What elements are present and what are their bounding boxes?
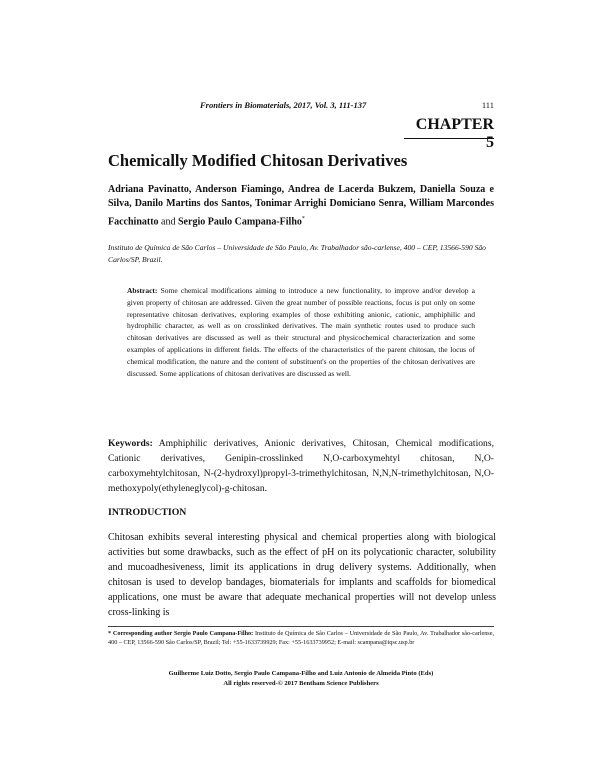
abstract-text: Some chemical modifications aiming to introduce a new functionality, to improve and/or develop a given property of chitosan are addressed. Given the great number of possible reactions, focus is put only on some representative chitosan derivatives, exploring examples of those exhibiting anionic, cationic, amphiphilic and hydrophilic character, as well as on crosslinked derivatives. The main synthetic routes used to produce such chitosan derivatives are discussed as well as their structural and physicochemical characterization and some examples of applications in different fields. The effects of the characteristics of the parent chitosan, the locus of chemical modification, the nature and the content of substituent's on the properties of the chitosan derivatives are discussed. Some applications of chitosan derivatives are discussed as well.	[127, 286, 475, 378]
footnote-text: Instituto de Química de São Carlos – Universidade de São Paulo, Av. Trabalhador são-carlense, 400 – CEP, 13566-590 São Carlos/SP, Brazil; Tel: +55-1633739929; Fax: +55-1633739952; E-mail: scampana@iqsc.usp.br	[108, 630, 495, 647]
authors-main: Adriana Pavinatto, Anderson Fiamingo, Andrea de Lacerda Bukzem, Daniella Souza e Silva, Danilo Martins dos Santos, Tonimar Arrighi Domiciano Senra, William Marcondes Facchinatto	[108, 184, 494, 227]
chapter-label: CHAPTER 5	[404, 116, 494, 139]
keywords-label: Keywords:	[108, 438, 153, 449]
corresponding-author-mark: *	[301, 215, 305, 222]
abstract-block	[127, 285, 475, 379]
page-footer	[108, 669, 494, 688]
paper-title: Chemically Modified Chitosan Derivatives	[108, 151, 408, 170]
keywords-block	[108, 436, 494, 496]
abstract-label: Abstract:	[127, 286, 158, 295]
journal-citation: Frontiers in Biomaterials, 2017, Vol. 3, 111-137	[200, 100, 367, 110]
footnote	[108, 629, 494, 648]
author-list	[108, 183, 494, 229]
footnote-divider	[108, 626, 494, 627]
introduction-heading: INTRODUCTION	[108, 507, 187, 518]
corresponding-author-name: Sergio Paulo Campana-Filho	[178, 215, 302, 227]
running-header	[108, 100, 494, 110]
keywords-text: Amphiphilic derivatives, Anionic derivatives, Chitosan, Chemical modifications, Cationic derivatives, Genipin-crosslinked N,O-carboxymehtyl chitosan, N,O-carboxymehtylchitosan, N-(2-hydroxyl)propyl-3-trimethylchitosan, N,N,N-trimethylchitosan, N,O-methoxypoly(ethyleneglycol)-g-chitosan.	[108, 438, 494, 494]
affiliation: Instituto de Química de São Carlos – Universidade de São Paulo, Av. Trabalhador são-carlense, 400 – CEP, 13566-590 São Carlos/SP, Brazil.	[108, 243, 486, 264]
rights-line: All rights reserved-© 2017 Bentham Science Publishers	[223, 679, 379, 687]
introduction-text: Chitosan exhibits several interesting physical and chemical properties along with biological activities but some drawbacks, such as the effect of pH on its polycationic character, solubility and mucoadhesiveness, limit its applications in drug delivery systems. Additionally, when chitosan is used to develop bandages, biomaterials for implants and scaffolds for biomedical applications, one must be aware that adequate mechanical properties will not develop unless cross-linking is	[108, 532, 496, 618]
page-number: 111	[481, 100, 494, 110]
authors-and: and	[161, 215, 176, 227]
editors-line: Guilherme Luiz Dotto, Sergio Paulo Campana-Filho and Luiz Antonio de Almeida Pinto (Eds)	[168, 670, 434, 677]
footnote-label: * Corresponding author Sergio Paulo Campana-Filho:	[108, 630, 254, 637]
